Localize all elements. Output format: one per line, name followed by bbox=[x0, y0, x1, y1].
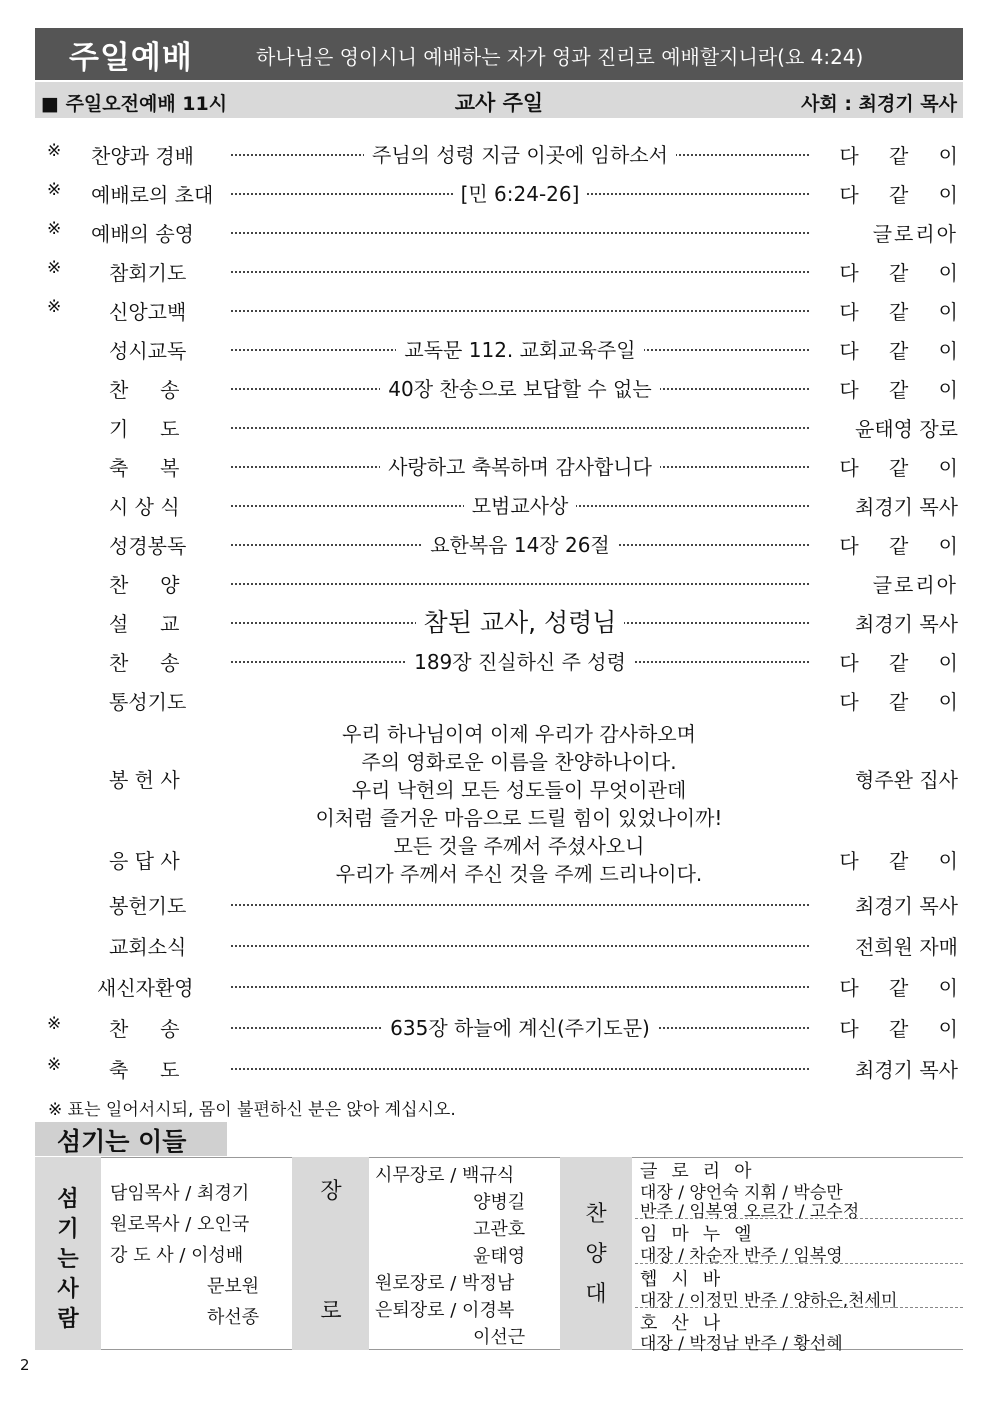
order-label: 신앙고백 bbox=[109, 300, 187, 324]
order-responder: 글로리아 bbox=[872, 222, 958, 246]
order-responder: 다 같 이 bbox=[839, 1017, 970, 1041]
elder-entry: 은퇴장로 / 이경복 bbox=[375, 1300, 515, 1321]
elder-entry: 원로장로 / 박정남 bbox=[375, 1273, 515, 1294]
elders-title-bottom: 로 bbox=[320, 1299, 342, 1324]
order-row bbox=[35, 566, 963, 600]
dot-leader bbox=[231, 945, 809, 947]
order-content: 사랑하고 축복하며 감사합니다 bbox=[380, 455, 660, 479]
order-label: 성경봉독 bbox=[109, 534, 187, 558]
stand-mark: ※ bbox=[47, 297, 62, 317]
order-row bbox=[35, 293, 970, 327]
order-label: 통성기도 bbox=[109, 690, 187, 714]
servers-title: 섬 기 는 사 람 bbox=[57, 1187, 79, 1332]
order-label: 성시교독 bbox=[109, 339, 187, 363]
order-content: 교독문 112. 교회교육주일 bbox=[396, 338, 643, 362]
standing-note: ※ 표는 일어서시되, 몸이 불편하신 분은 앉아 계십시오. bbox=[48, 1100, 456, 1120]
order-row bbox=[35, 332, 970, 366]
order-responder: 다 같 이 bbox=[839, 339, 970, 363]
order-responder: 다 같 이 bbox=[839, 261, 970, 285]
offering-line: 우리 낙헌의 모든 성도들이 무엇이관데 bbox=[351, 778, 687, 802]
stand-mark: ※ bbox=[47, 219, 62, 239]
order-label: 교회소식 bbox=[109, 935, 187, 959]
order-label: 예배의 송영 bbox=[91, 222, 194, 246]
order-content: 635장 하늘에 계신(주기도문) bbox=[382, 1016, 658, 1040]
staff-table bbox=[35, 1157, 963, 1354]
order-responder: 최경기 목사 bbox=[855, 894, 958, 918]
dot-leader bbox=[231, 427, 809, 429]
elder-entry: 윤태영 bbox=[473, 1246, 526, 1267]
order-responder: 전희원 자매 bbox=[855, 935, 958, 959]
choir-title: 찬 양 대 bbox=[585, 1202, 607, 1307]
elder-entry: 고관호 bbox=[473, 1219, 526, 1240]
order-row bbox=[35, 1051, 963, 1085]
choir-line: 대장 / 이정민 반주 / 양하은,천세미 bbox=[640, 1291, 898, 1311]
choir-line: 대장 / 차순자 반주 / 임복영 bbox=[640, 1246, 843, 1266]
order-responder: 다 같 이 bbox=[839, 651, 970, 675]
order-row bbox=[35, 527, 970, 561]
server-entry: 강 도 사 / 이성배 bbox=[110, 1245, 244, 1266]
elders-title-top: 장 bbox=[320, 1179, 342, 1204]
offering-line: 이처럼 즐거운 마음으로 드릴 힘이 있었나이까! bbox=[315, 806, 723, 830]
choir-name: 임마누엘 bbox=[640, 1224, 766, 1245]
order-label: 참회기도 bbox=[109, 261, 187, 285]
order-content: [민 6:24-26] bbox=[453, 182, 588, 206]
order-responder: 글로리아 bbox=[872, 573, 958, 597]
choir-name: 헵시바 bbox=[640, 1269, 735, 1290]
order-content: 189장 진실하신 주 성령 bbox=[406, 650, 634, 674]
order-row bbox=[35, 137, 970, 171]
dot-leader bbox=[231, 1068, 809, 1070]
order-responder: 다 같 이 bbox=[839, 378, 970, 402]
dot-leader bbox=[231, 986, 809, 988]
order-responder: 최경기 목사 bbox=[855, 495, 958, 519]
dot-leader bbox=[231, 271, 809, 273]
order-label: 기 도 bbox=[109, 417, 180, 441]
order-row bbox=[35, 254, 970, 288]
dot-leader bbox=[231, 310, 809, 312]
order-row bbox=[35, 410, 963, 444]
stand-mark: ※ bbox=[47, 1014, 62, 1034]
server-entry: 담임목사 / 최경기 bbox=[110, 1183, 250, 1204]
order-content: 요한복음 14장 26절 bbox=[422, 533, 618, 557]
order-row bbox=[35, 176, 970, 210]
order-label: 찬 송 bbox=[109, 651, 180, 675]
order-responder: 다 같 이 bbox=[839, 534, 970, 558]
order-row bbox=[35, 887, 963, 921]
service-leader: 사회 : 최경기 목사 bbox=[801, 93, 957, 115]
order-responder: 다 같 이 bbox=[839, 976, 970, 1000]
order-label: 봉헌기도 bbox=[109, 894, 187, 918]
order-responder: 다 같 이 bbox=[839, 183, 970, 207]
service-time: ■ 주일오전예배 11시 bbox=[41, 93, 228, 115]
choir-line: 대장 / 양언숙 지휘 / 박승만 bbox=[640, 1183, 843, 1203]
order-label: 축 도 bbox=[109, 1058, 180, 1082]
order-responder: 다 같 이 bbox=[839, 690, 970, 714]
order-row bbox=[35, 371, 970, 405]
offering-line: 우리 하나님이여 이제 우리가 감사하오며 bbox=[342, 722, 696, 746]
order-label: 찬 송 bbox=[109, 1017, 180, 1041]
dot-leader bbox=[231, 583, 809, 585]
order-label: 새신자환영 bbox=[97, 976, 194, 1000]
header-verse: 하나님은 영이시니 예배하는 자가 영과 진리로 예배할지니라(요 4:24) bbox=[256, 45, 864, 69]
order-row bbox=[35, 215, 963, 249]
offering-label: 봉 헌 사 bbox=[109, 768, 180, 792]
order-responder: 최경기 목사 bbox=[855, 612, 958, 636]
order-row bbox=[35, 969, 970, 1003]
order-label: 찬양과 경배 bbox=[91, 144, 194, 168]
choir-name: 호산나 bbox=[640, 1313, 735, 1334]
server-entry: 문보원 bbox=[207, 1276, 260, 1297]
order-responder: 다 같 이 bbox=[839, 456, 970, 480]
order-row bbox=[35, 683, 970, 717]
order-row bbox=[35, 488, 963, 522]
page-number: 2 bbox=[20, 1356, 30, 1374]
page-title: 주일예배 bbox=[69, 40, 193, 76]
dot-leader bbox=[231, 232, 809, 234]
offering-line: 주의 영화로운 이름을 찬양하나이다. bbox=[361, 750, 677, 774]
order-content: 주님의 성령 지금 이곳에 임하소서 bbox=[364, 143, 676, 167]
page-header bbox=[35, 28, 963, 80]
order-label: 설 교 bbox=[109, 612, 180, 636]
service-subheader bbox=[35, 82, 963, 118]
offering-line: 우리가 주께서 주신 것을 주께 드리나이다. bbox=[335, 862, 703, 886]
offering-line: 모든 것을 주께서 주셨사오니 bbox=[393, 834, 645, 858]
order-row bbox=[35, 605, 963, 639]
offering-responder: 형주완 집사 bbox=[855, 768, 958, 792]
server-entry: 하선종 bbox=[207, 1307, 260, 1328]
order-label: 찬 송 bbox=[109, 378, 180, 402]
stand-mark: ※ bbox=[47, 258, 62, 278]
order-label: 축 복 bbox=[109, 456, 180, 480]
elder-entry: 이선근 bbox=[473, 1327, 526, 1348]
order-row bbox=[35, 1010, 970, 1044]
service-theme: 교사 주일 bbox=[454, 91, 544, 115]
order-row bbox=[35, 928, 963, 962]
order-responder: 다 같 이 bbox=[839, 144, 970, 168]
choir-line: 대장 / 박정남 반주 / 황선혜 bbox=[640, 1334, 843, 1354]
staff-section-title: 섬기는 이들 bbox=[35, 1122, 227, 1156]
dot-leader bbox=[231, 904, 809, 906]
order-responder: 최경기 목사 bbox=[855, 1058, 958, 1082]
sermon-title: 참된 교사, 성령님 bbox=[416, 608, 625, 637]
response-responder: 다 같 이 bbox=[839, 849, 970, 873]
order-label: 예배로의 초대 bbox=[91, 183, 214, 207]
order-responder: 윤태영 장로 bbox=[855, 417, 958, 441]
response-label: 응 답 사 bbox=[109, 849, 180, 873]
offering-prayer-text bbox=[230, 720, 808, 888]
elder-entry: 양병길 bbox=[473, 1192, 526, 1213]
stand-mark: ※ bbox=[47, 1055, 62, 1075]
order-label: 찬 양 bbox=[109, 573, 180, 597]
order-label: 시 상 식 bbox=[109, 495, 180, 519]
order-row bbox=[35, 644, 970, 678]
order-row bbox=[35, 449, 970, 483]
choir-line: 반주 / 임복영 오르간 / 고수정 bbox=[640, 1202, 860, 1222]
stand-mark: ※ bbox=[47, 141, 62, 161]
stand-mark: ※ bbox=[47, 180, 62, 200]
choir-name: 글로리아 bbox=[640, 1161, 766, 1182]
order-content: 모범교사상 bbox=[464, 494, 577, 518]
elder-entry: 시무장로 / 백규식 bbox=[375, 1165, 515, 1186]
order-content: 40장 찬송으로 보답할 수 없는 bbox=[380, 377, 659, 401]
server-entry: 원로목사 / 오인국 bbox=[110, 1214, 250, 1235]
order-responder: 다 같 이 bbox=[839, 300, 970, 324]
